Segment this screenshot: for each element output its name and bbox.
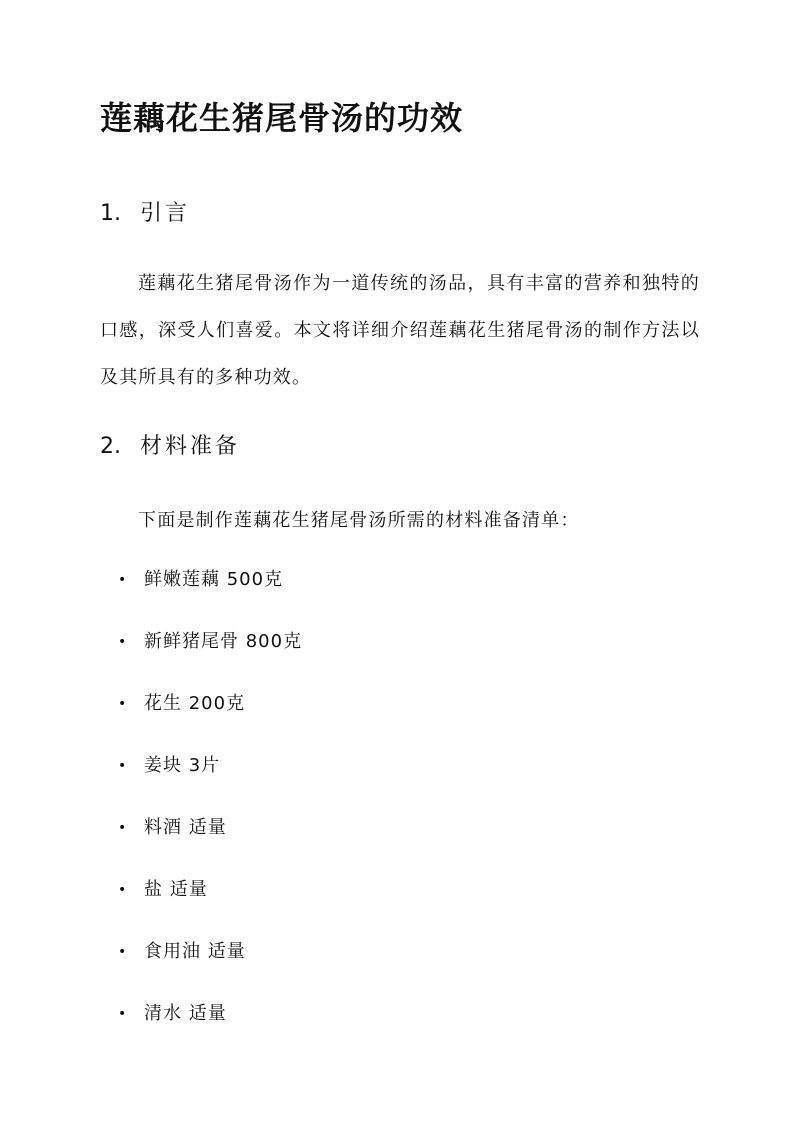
bullet-icon: •: [118, 820, 128, 836]
ingredient-text: 鲜嫩莲藕 500克: [144, 569, 284, 590]
bullet-icon: •: [118, 572, 128, 588]
ingredient-text: 盐 适量: [144, 879, 208, 900]
section-title: 材料准备: [140, 434, 241, 459]
bullet-icon: •: [118, 758, 128, 774]
ingredient-text: 清水 适量: [144, 1003, 227, 1024]
ingredient-text: 花生 200克: [144, 693, 246, 714]
list-item: [100, 622, 302, 684]
section-title: 引言: [140, 201, 191, 226]
section-heading-materials: [100, 432, 240, 462]
ingredient-text: 料酒 适量: [144, 817, 227, 838]
introduction-paragraph: 莲藕花生猪尾骨汤作为一道传统的汤品，具有丰富的营养和独特的口感，深受人们喜爱。本文将详细介绍莲藕花生猪尾骨汤的制作方法以及其所具有的多种功效。: [100, 273, 700, 388]
ingredient-list: [100, 560, 302, 1056]
bullet-icon: •: [118, 944, 128, 960]
bullet-icon: •: [118, 634, 128, 650]
list-item: [100, 560, 302, 622]
bullet-icon: •: [118, 882, 128, 898]
section-number: 2.: [100, 434, 121, 459]
list-item: [100, 746, 302, 808]
bullet-icon: •: [118, 696, 128, 712]
ingredient-text: 食用油 适量: [144, 941, 246, 962]
list-item: [100, 684, 302, 746]
section-number: 1.: [100, 201, 121, 226]
ingredient-text: 新鲜猪尾骨 800克: [144, 631, 303, 652]
list-item: [100, 808, 302, 870]
section-heading-introduction: [100, 199, 190, 229]
list-item: [100, 932, 302, 994]
list-item: [100, 870, 302, 932]
materials-intro-paragraph: 下面是制作莲藕花生猪尾骨汤所需的材料准备清单：: [138, 510, 580, 531]
bullet-icon: •: [118, 1006, 128, 1022]
list-item: [100, 994, 302, 1056]
ingredient-text: 姜块 3片: [144, 755, 221, 776]
document-title: 莲藕花生猪尾骨汤的功效: [100, 99, 464, 137]
